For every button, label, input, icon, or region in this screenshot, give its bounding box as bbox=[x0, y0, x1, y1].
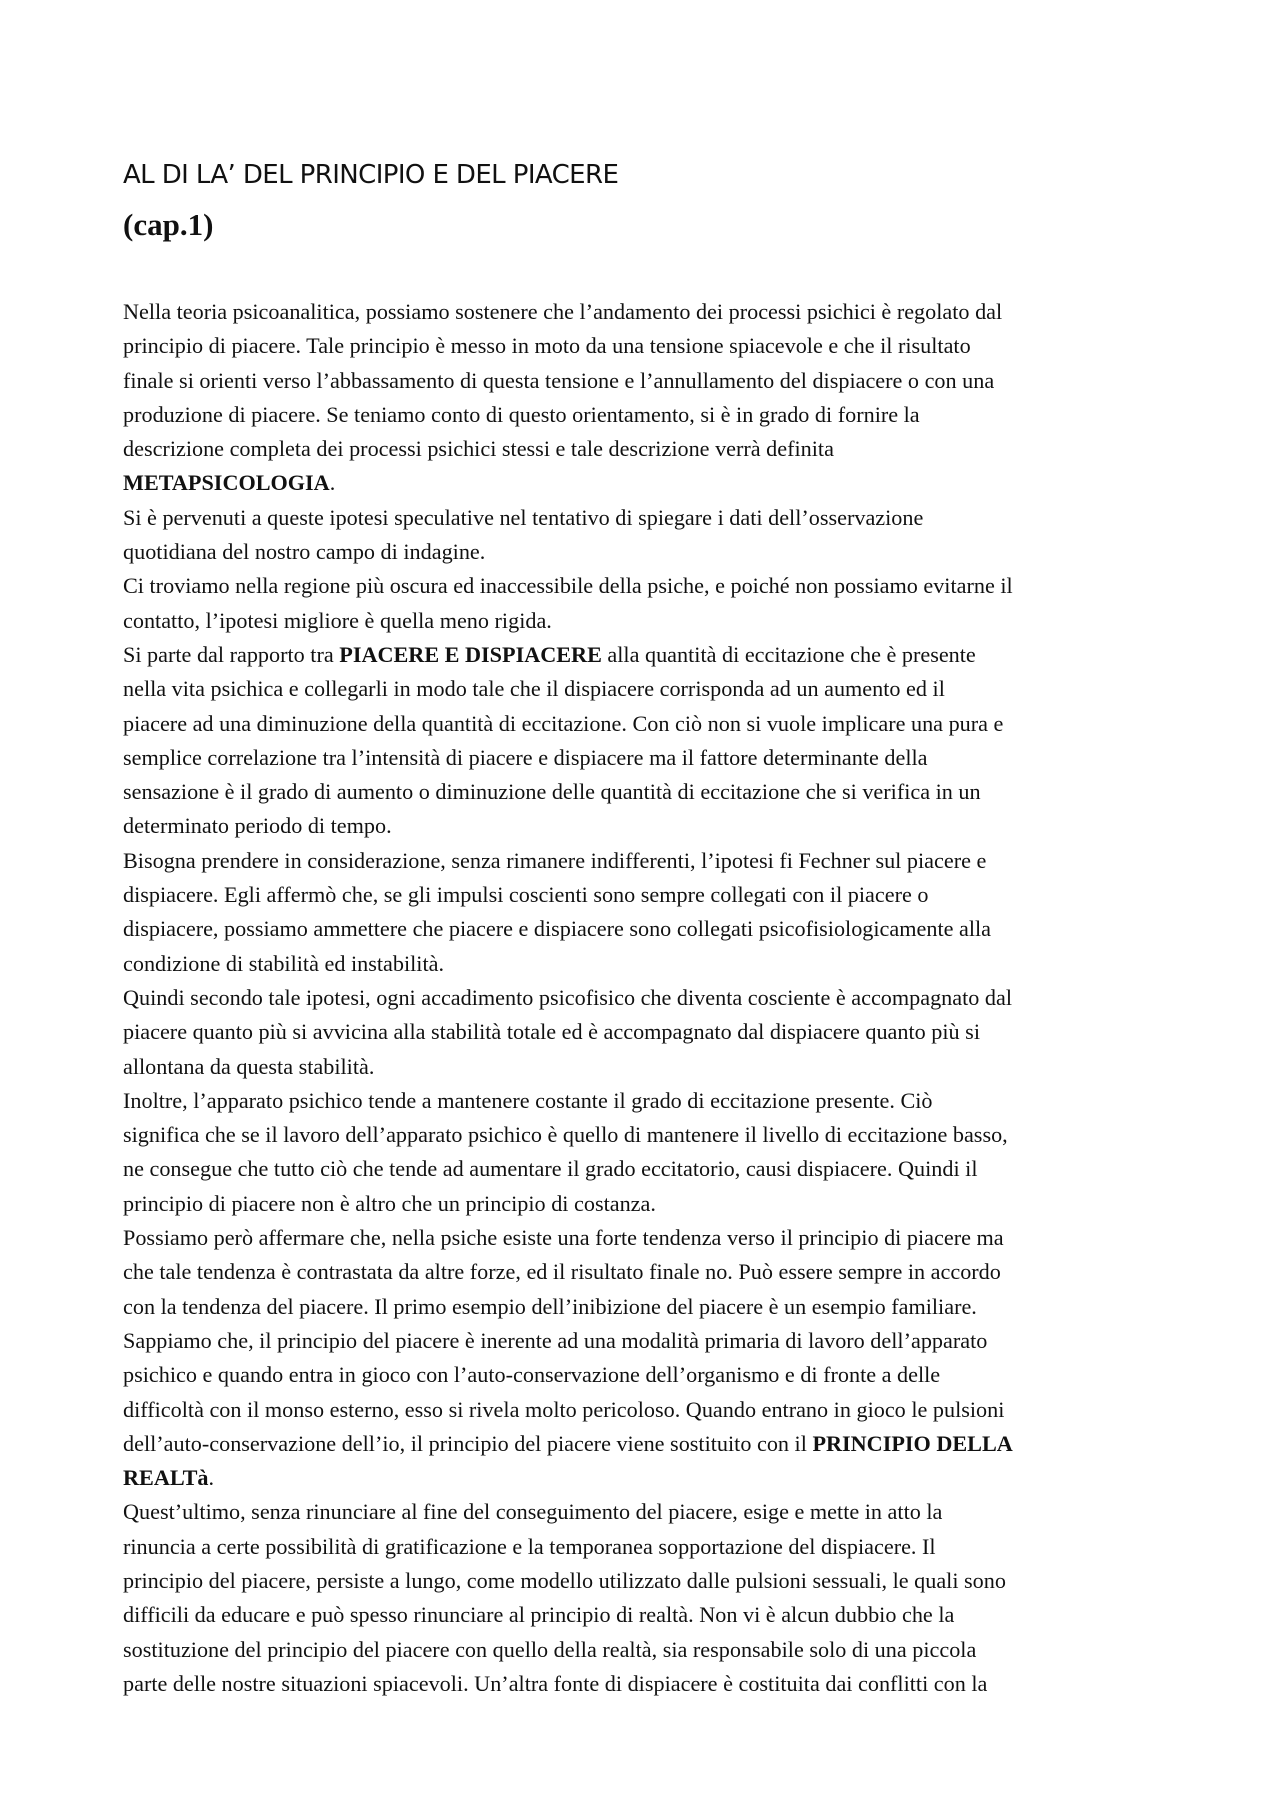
text-line bbox=[123, 1221, 1173, 1255]
text-line bbox=[123, 1290, 1173, 1324]
text-segment: Si è pervenuti a queste ipotesi speculative nel tentativo di spiegare i dati dell’osservazione bbox=[123, 504, 924, 530]
text-line bbox=[123, 912, 1173, 946]
bold-term: METAPSICOLOGIA bbox=[123, 470, 330, 496]
text-line bbox=[123, 295, 1173, 329]
text-segment: allontana da questa stabilità. bbox=[123, 1053, 375, 1079]
text-line bbox=[123, 741, 1173, 775]
text-line bbox=[123, 432, 1173, 466]
text-line bbox=[123, 569, 1173, 603]
text-line bbox=[123, 844, 1173, 878]
text-segment: Bisogna prendere in considerazione, senza rimanere indifferenti, l’ipotesi fi Fechner sul piacere e bbox=[123, 847, 987, 873]
text-line bbox=[123, 1084, 1173, 1118]
text-segment: determinato periodo di tempo. bbox=[123, 813, 392, 839]
text-segment: dispiacere. Egli affermò che, se gli impulsi coscienti sono sempre collegati con il piacere o bbox=[123, 882, 929, 908]
text-segment: principio di piacere non è altro che un principio di costanza. bbox=[123, 1190, 656, 1216]
text-line bbox=[123, 1633, 1173, 1667]
text-segment: Inoltre, l’apparato psichico tende a mantenere costante il grado di eccitazione presente. Ciò bbox=[123, 1087, 933, 1113]
bold-term: PIACERE E DISPIACERE bbox=[339, 641, 602, 667]
text-line bbox=[123, 535, 1173, 569]
text-line bbox=[123, 501, 1173, 535]
text-segment: piacere quanto più si avvicina alla stabilità totale ed è accompagnato dal dispiacere quanto più si bbox=[123, 1019, 980, 1045]
text-line bbox=[123, 1598, 1173, 1632]
text-segment: Quest’ultimo, senza rinunciare al fine del conseguimento del piacere, esige e mette in atto la bbox=[123, 1499, 943, 1525]
text-segment: piacere ad una diminuzione della quantità di eccitazione. Con ciò non si vuole implicare una pura e bbox=[123, 710, 1004, 736]
text-segment: Sappiamo che, il principio del piacere è inerente ad una modalità primaria di lavoro dell’apparato bbox=[123, 1327, 988, 1353]
text-segment: sensazione è il grado di aumento o diminuzione delle quantità di eccitazione che si verifica in un bbox=[123, 779, 981, 805]
text-line bbox=[123, 809, 1173, 843]
text-segment: difficili da educare e può spesso rinunciare al principio di realtà. Non vi è alcun dubbio che la bbox=[123, 1602, 955, 1628]
text-segment: descrizione completa dei processi psichici stessi e tale descrizione verrà definita bbox=[123, 436, 834, 462]
text-segment: dell’auto-conservazione dell’io, il principio del piacere viene sostituito con il bbox=[123, 1430, 813, 1456]
text-line bbox=[123, 364, 1173, 398]
text-segment: psichico e quando entra in gioco con l’auto-conservazione dell’organismo e di fronte a delle bbox=[123, 1362, 941, 1388]
text-line bbox=[123, 1461, 1173, 1495]
bold-term: PRINCIPIO DELLA bbox=[812, 1430, 1013, 1456]
text-line bbox=[123, 1530, 1173, 1564]
text-segment: dispiacere, possiamo ammettere che piacere e dispiacere sono collegati psicofisiologicamente alla bbox=[123, 916, 992, 942]
text-segment: condizione di stabilità ed instabilità. bbox=[123, 950, 445, 976]
text-line bbox=[123, 1667, 1173, 1701]
text-line bbox=[123, 947, 1173, 981]
text-segment: Quindi secondo tale ipotesi, ogni accadimento psicofisico che diventa cosciente è accompagnato dal bbox=[123, 984, 1013, 1010]
text-segment: Nella teoria psicoanalitica, possiamo sostenere che l’andamento dei processi psichici è regolato dal bbox=[123, 299, 1003, 324]
text-segment: difficoltà con il monso esterno, esso si rivela molto pericoloso. Quando entrano in gioco le pulsioni bbox=[123, 1396, 1005, 1422]
text-line bbox=[123, 1393, 1173, 1427]
document-body bbox=[123, 295, 1173, 1701]
text-segment: che tale tendenza è contrastata da altre forze, ed il risultato finale no. Può essere sempre in accordo bbox=[123, 1259, 1001, 1285]
text-line bbox=[123, 466, 1173, 500]
text-line bbox=[123, 1427, 1173, 1461]
text-segment: . bbox=[208, 1465, 215, 1491]
text-line bbox=[123, 672, 1173, 706]
bold-term: REALTà bbox=[123, 1465, 209, 1491]
text-segment: sostituzione del principio del piacere con quello della realtà, sia responsabile solo di una piccola bbox=[123, 1636, 977, 1662]
text-line bbox=[123, 1495, 1173, 1529]
text-line bbox=[123, 1118, 1173, 1152]
text-line bbox=[123, 707, 1173, 741]
text-segment: principio del piacere, persiste a lungo, come modello utilizzato dalle pulsioni sessuali, le quali sono bbox=[123, 1567, 1006, 1593]
text-segment: semplice correlazione tra l’intensità di piacere e dispiacere ma il fattore determinante della bbox=[123, 744, 928, 770]
text-line bbox=[123, 1050, 1173, 1084]
text-segment: nella vita psichica e collegarli in modo tale che il dispiacere corrisponda ad un aumento ed il bbox=[123, 676, 945, 702]
text-segment: produzione di piacere. Se teniamo conto di questo orientamento, si è in grado di fornire la bbox=[123, 401, 920, 427]
text-line bbox=[123, 775, 1173, 809]
text-segment: rinuncia a certe possibilità di gratificazione e la temporanea sopportazione del dispiacere. Il bbox=[123, 1533, 936, 1559]
text-line bbox=[123, 1152, 1173, 1186]
text-segment: parte delle nostre situazioni spiacevoli. Un’altra fonte di dispiacere è costituita dai conflitti con la bbox=[123, 1670, 988, 1696]
text-line bbox=[123, 981, 1173, 1015]
text-segment: principio di piacere. Tale principio è messo in moto da una tensione spiacevole e che il risultato bbox=[123, 333, 971, 359]
text-segment: Si parte dal rapporto tra bbox=[123, 641, 340, 667]
text-segment: significa che se il lavoro dell’apparato psichico è quello di mantenere il livello di eccitazione basso, bbox=[123, 1122, 1008, 1148]
text-line bbox=[123, 878, 1173, 912]
text-line bbox=[123, 638, 1173, 672]
text-segment: con la tendenza del piacere. Il primo esempio dell’inibizione del piacere è un esempio familiare. bbox=[123, 1293, 977, 1319]
text-line bbox=[123, 329, 1173, 363]
text-line bbox=[123, 398, 1173, 432]
document-title: AL DI LA’ DEL PRINCIPIO E DEL PIACERE bbox=[123, 160, 619, 190]
text-segment: Possiamo però affermare che, nella psiche esiste una forte tendenza verso il principio di piacere ma bbox=[123, 1225, 1004, 1251]
text-line bbox=[123, 1015, 1173, 1049]
text-line bbox=[123, 1564, 1173, 1598]
text-line bbox=[123, 1358, 1173, 1392]
text-line bbox=[123, 1324, 1173, 1358]
text-line bbox=[123, 1187, 1173, 1221]
text-line bbox=[123, 1255, 1173, 1289]
chapter-label: (cap.1) bbox=[123, 207, 214, 242]
text-segment: alla quantità di eccitazione che è presente bbox=[601, 641, 976, 667]
text-line bbox=[123, 604, 1173, 638]
text-segment: . bbox=[329, 470, 336, 496]
text-segment: quotidiana del nostro campo di indagine. bbox=[123, 539, 486, 565]
text-segment: finale si orienti verso l’abbassamento di questa tensione e l’annullamento del dispiacere o con una bbox=[123, 367, 995, 393]
text-segment: ne consegue che tutto ciò che tende ad aumentare il grado eccitatorio, causi dispiacere. Quindi il bbox=[123, 1156, 978, 1182]
text-segment: Ci troviamo nella regione più oscura ed inaccessibile della psiche, e poiché non possiamo evitarne il bbox=[123, 573, 1013, 599]
text-segment: contatto, l’ipotesi migliore è quella meno rigida. bbox=[123, 607, 552, 633]
